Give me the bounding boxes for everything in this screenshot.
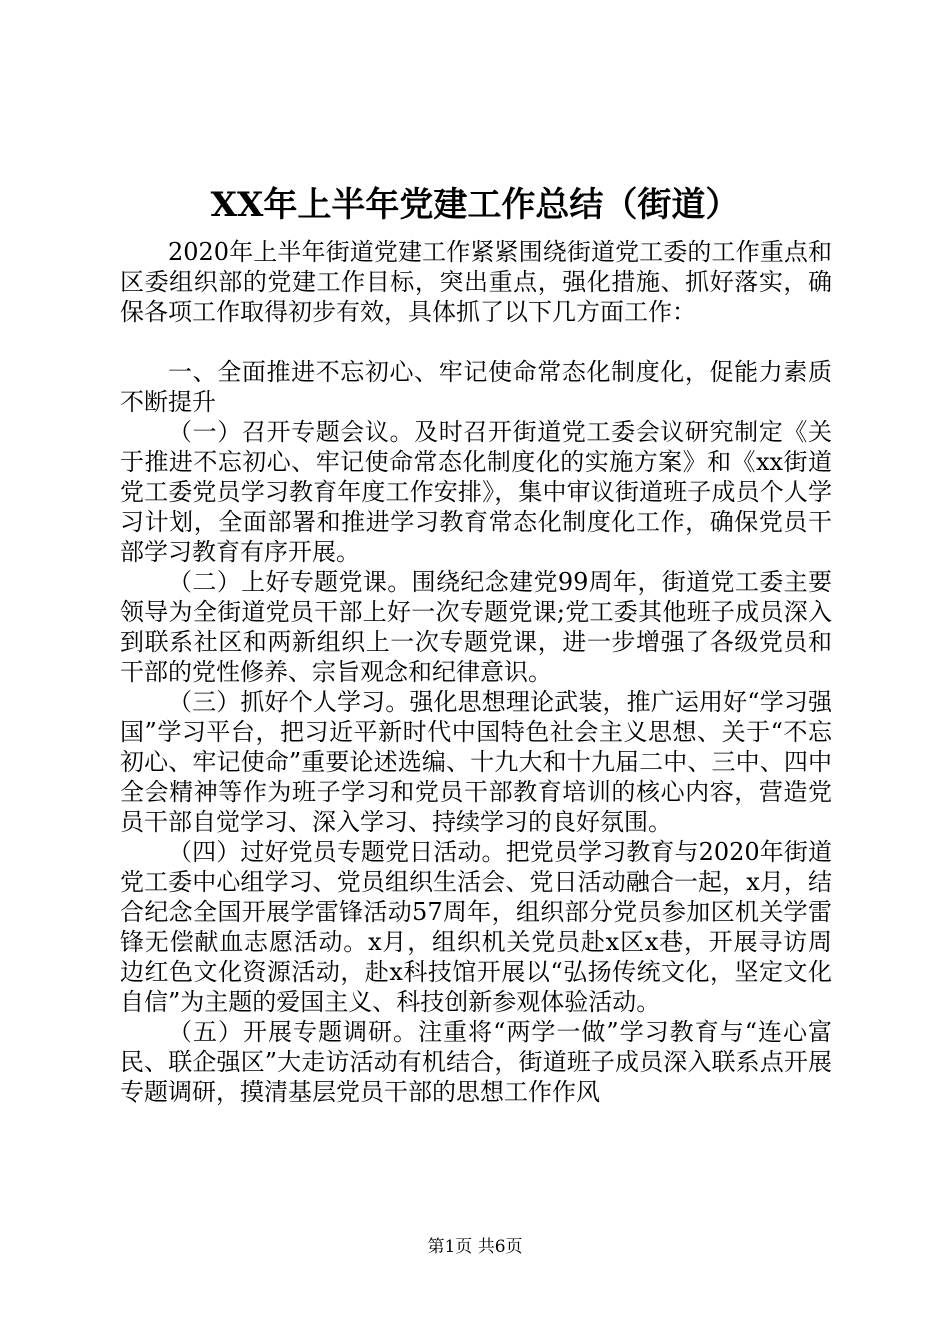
page-number-footer: 第1页 共6页 xyxy=(427,1237,523,1257)
section-heading-1: 一、全面推进不忘初心、牢记使命常态化制度化，促能力素质不断提升 xyxy=(120,358,832,416)
paragraph-item-4: （四）过好党员专题党日活动。把党员学习教育与2020年街道党工委中心组学习、党员组织生活会、党日活动融合一起，x月，结合纪念全国开展学雷锋活动57周年，组织部分党员参加区机关学雷锋无偿献血志愿活动。x月，组织机关党员赴x区x巷，开展寻访周边红色文化资源活动，赴x科技馆开展以“弘扬传统文化，坚定文化自信”为主题的爱国主义、科技创新参观体验活动。 xyxy=(120,838,832,1016)
paragraph-item-1: （一）召开专题会议。及时召开街道党工委会议研究制定《关于推进不忘初心、牢记使命常态化制度化的实施方案》和《xx街道党工委党员学习教育年度工作安排》，集中审议街道班子成员个人学习计划，全面部署和推进学习教育常态化制度化工作，确保党员干部学习教育有序开展。 xyxy=(120,418,832,566)
paragraph-item-3: （三）抓好个人学习。强化思想理论武装，推广运用好“学习强国”学习平台，把习近平新时代中国特色社会主义思想、关于“不忘初心、牢记使命”重要论述选编、十九大和十九届二中、三中、四中全会精神等作为班子学习和党员干部教育培训的核心内容，营造党员干部自觉学习、深入学习、持续学习的良好氛围。 xyxy=(120,688,832,836)
paragraph-item-5: （五）开展专题调研。注重将“两学一做”学习教育与“连心富民、联企强区”大走访活动有机结合，街道班子成员深入联系点开展专题调研，摸清基层党员干部的思想工作作风 xyxy=(120,1018,832,1106)
intro-paragraph: 2020年上半年街道党建工作紧紧围绕街道党工委的工作重点和区委组织部的党建工作目标，突出重点，强化措施、抓好落实，确保各项工作取得初步有效，具体抓了以下几方面工作： xyxy=(120,238,832,326)
document-body xyxy=(120,237,832,1107)
paragraph-item-2: （二）上好专题党课。围绕纪念建党99周年，街道党工委主要领导为全街道党员干部上好一次专题党课;党工委其他班子成员深入到联系社区和两新组织上一次专题党课，进一步增强了各级党员和干部的党性修养、宗旨观念和纪律意识。 xyxy=(120,568,832,686)
document-title: XX年上半年党建工作总结（街道） xyxy=(210,185,740,225)
